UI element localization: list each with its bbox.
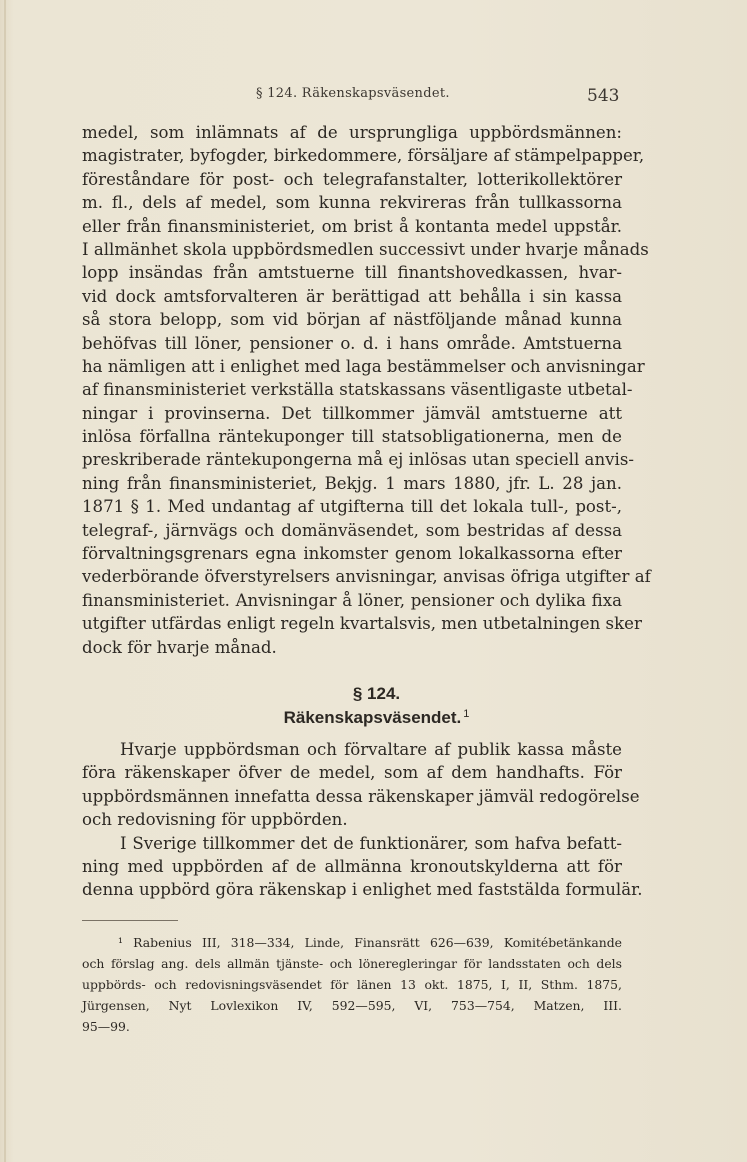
text-line: preskriberade räntekupongerna må ej inlösas utan speciell anvis- — [82, 450, 634, 470]
section-number: § 124. — [352, 684, 401, 703]
footnote-line: Jürgensen, Nyt Lovlexikon IV, 592—595, VI, 753—754, Matzen, III. — [82, 998, 622, 1013]
text-line: af finansministeriet verkställa statskassans väsentligaste utbetal- — [82, 380, 633, 400]
text-line: finansministeriet. Anvisningar å löner, pensioner och dylika fixa — [82, 590, 622, 610]
text-line: föreståndare för post- och telegrafanstalter, lotterikollektörer — [82, 169, 622, 189]
section-title — [0, 708, 747, 728]
text-line: förvaltningsgrenars egna inkomster genom lokalkassorna efter — [82, 544, 622, 564]
text-line: 1871 § 1. Med undantag af utgifterna till det lokala tull-, post-, — [82, 497, 622, 517]
footnote-line: 95—99. — [82, 1019, 130, 1034]
text-line: uppbördsmännen innefatta dessa räkenskaper jämväl redogörelse — [82, 786, 640, 806]
text-line: m. fl., dels af medel, som kunna rekvireras från tullkassorna — [82, 193, 622, 213]
section-paragraphs — [82, 738, 643, 902]
text-line: ha nämligen att i enlighet med laga bestämmelser och anvisningar — [82, 356, 645, 376]
running-head: § 124. Räkenskapsväsendet. — [256, 86, 450, 101]
paragraph-continued — [82, 121, 651, 659]
text-line: så stora belopp, som vid början af nästföljande månad kunna — [82, 310, 622, 330]
footnote-divider — [82, 920, 178, 921]
text-line: inlösa förfallna räntekuponger till statsobligationerna, men de — [82, 427, 622, 447]
text-line: telegraf-, järnvägs och domänväsendet, som bestridas af dessa — [82, 520, 622, 540]
text-line: dock för hvarje månad. — [82, 637, 277, 657]
text-line: Hvarje uppbördsman och förvaltare af publik kassa måste — [120, 740, 622, 759]
footnote-line: och förslag ang. dels allmän tjänste- och löneregleringar för landsstaten och dels — [82, 956, 622, 971]
text-line: denna uppbörd göra räkenskap i enlighet med faststälda formulär. — [82, 880, 643, 900]
text-line: ning från finansministeriet, Bekjg. 1 mars 1880, jfr. L. 28 jan. — [82, 473, 622, 493]
text-line: I allmänhet skola uppbördsmedlen successivt under hvarje månads — [82, 239, 649, 259]
footnote — [82, 932, 622, 1037]
text-line: vederbörande öfverstyrelsers anvisningar, anvisas öfriga utgifter af — [82, 567, 651, 587]
text-line: ningar i provinserna. Det tillkommer jämväl amtstuerne att — [82, 403, 622, 423]
text-line: medel, som inlämnats af de ursprungliga uppbördsmännen: — [82, 123, 622, 142]
page-edge — [4, 0, 6, 1162]
page-number: 543 — [587, 86, 620, 106]
text-line: ning med uppbörden af de allmänna kronoutskylderna att för — [82, 856, 622, 876]
text-line: behöfvas till löner, pensioner o. d. i hans område. Amtstuerna — [82, 333, 622, 353]
text-line: utgifter utfärdas enligt regeln kvartalsvis, men utbetalningen sker — [82, 614, 642, 634]
text-line: och redovisning för uppbörden. — [82, 810, 348, 830]
text-line: föra räkenskaper öfver de medel, som af dem handhafts. För — [82, 763, 622, 783]
text-line: eller från finansministeriet, om brist å kontanta medel uppstår. — [82, 216, 622, 236]
footnote-marker: 1 — [463, 708, 470, 720]
footnote-line: uppbörds- och redovisningsväsendet för länen 13 okt. 1875, I, II, Sthm. 1875, — [82, 977, 622, 992]
text-line: vid dock amtsforvalteren är berättigad att behålla i sin kassa — [82, 286, 622, 306]
text-line: I Sverige tillkommer det de funktionärer, som hafva befatt- — [120, 833, 622, 853]
footnote-line: ¹ Rabenius III, 318—334, Linde, Finansrätt 626—639, Komitébetänkande — [118, 935, 622, 950]
text-line: lopp insändas från amtstuerne till finantshovedkassen, hvar- — [82, 263, 622, 283]
text-line: magistrater, byfogder, birkedommere, försäljare af stämpelpapper, — [82, 146, 645, 166]
section-title-text: Räkenskapsväsendet. — [283, 708, 462, 727]
